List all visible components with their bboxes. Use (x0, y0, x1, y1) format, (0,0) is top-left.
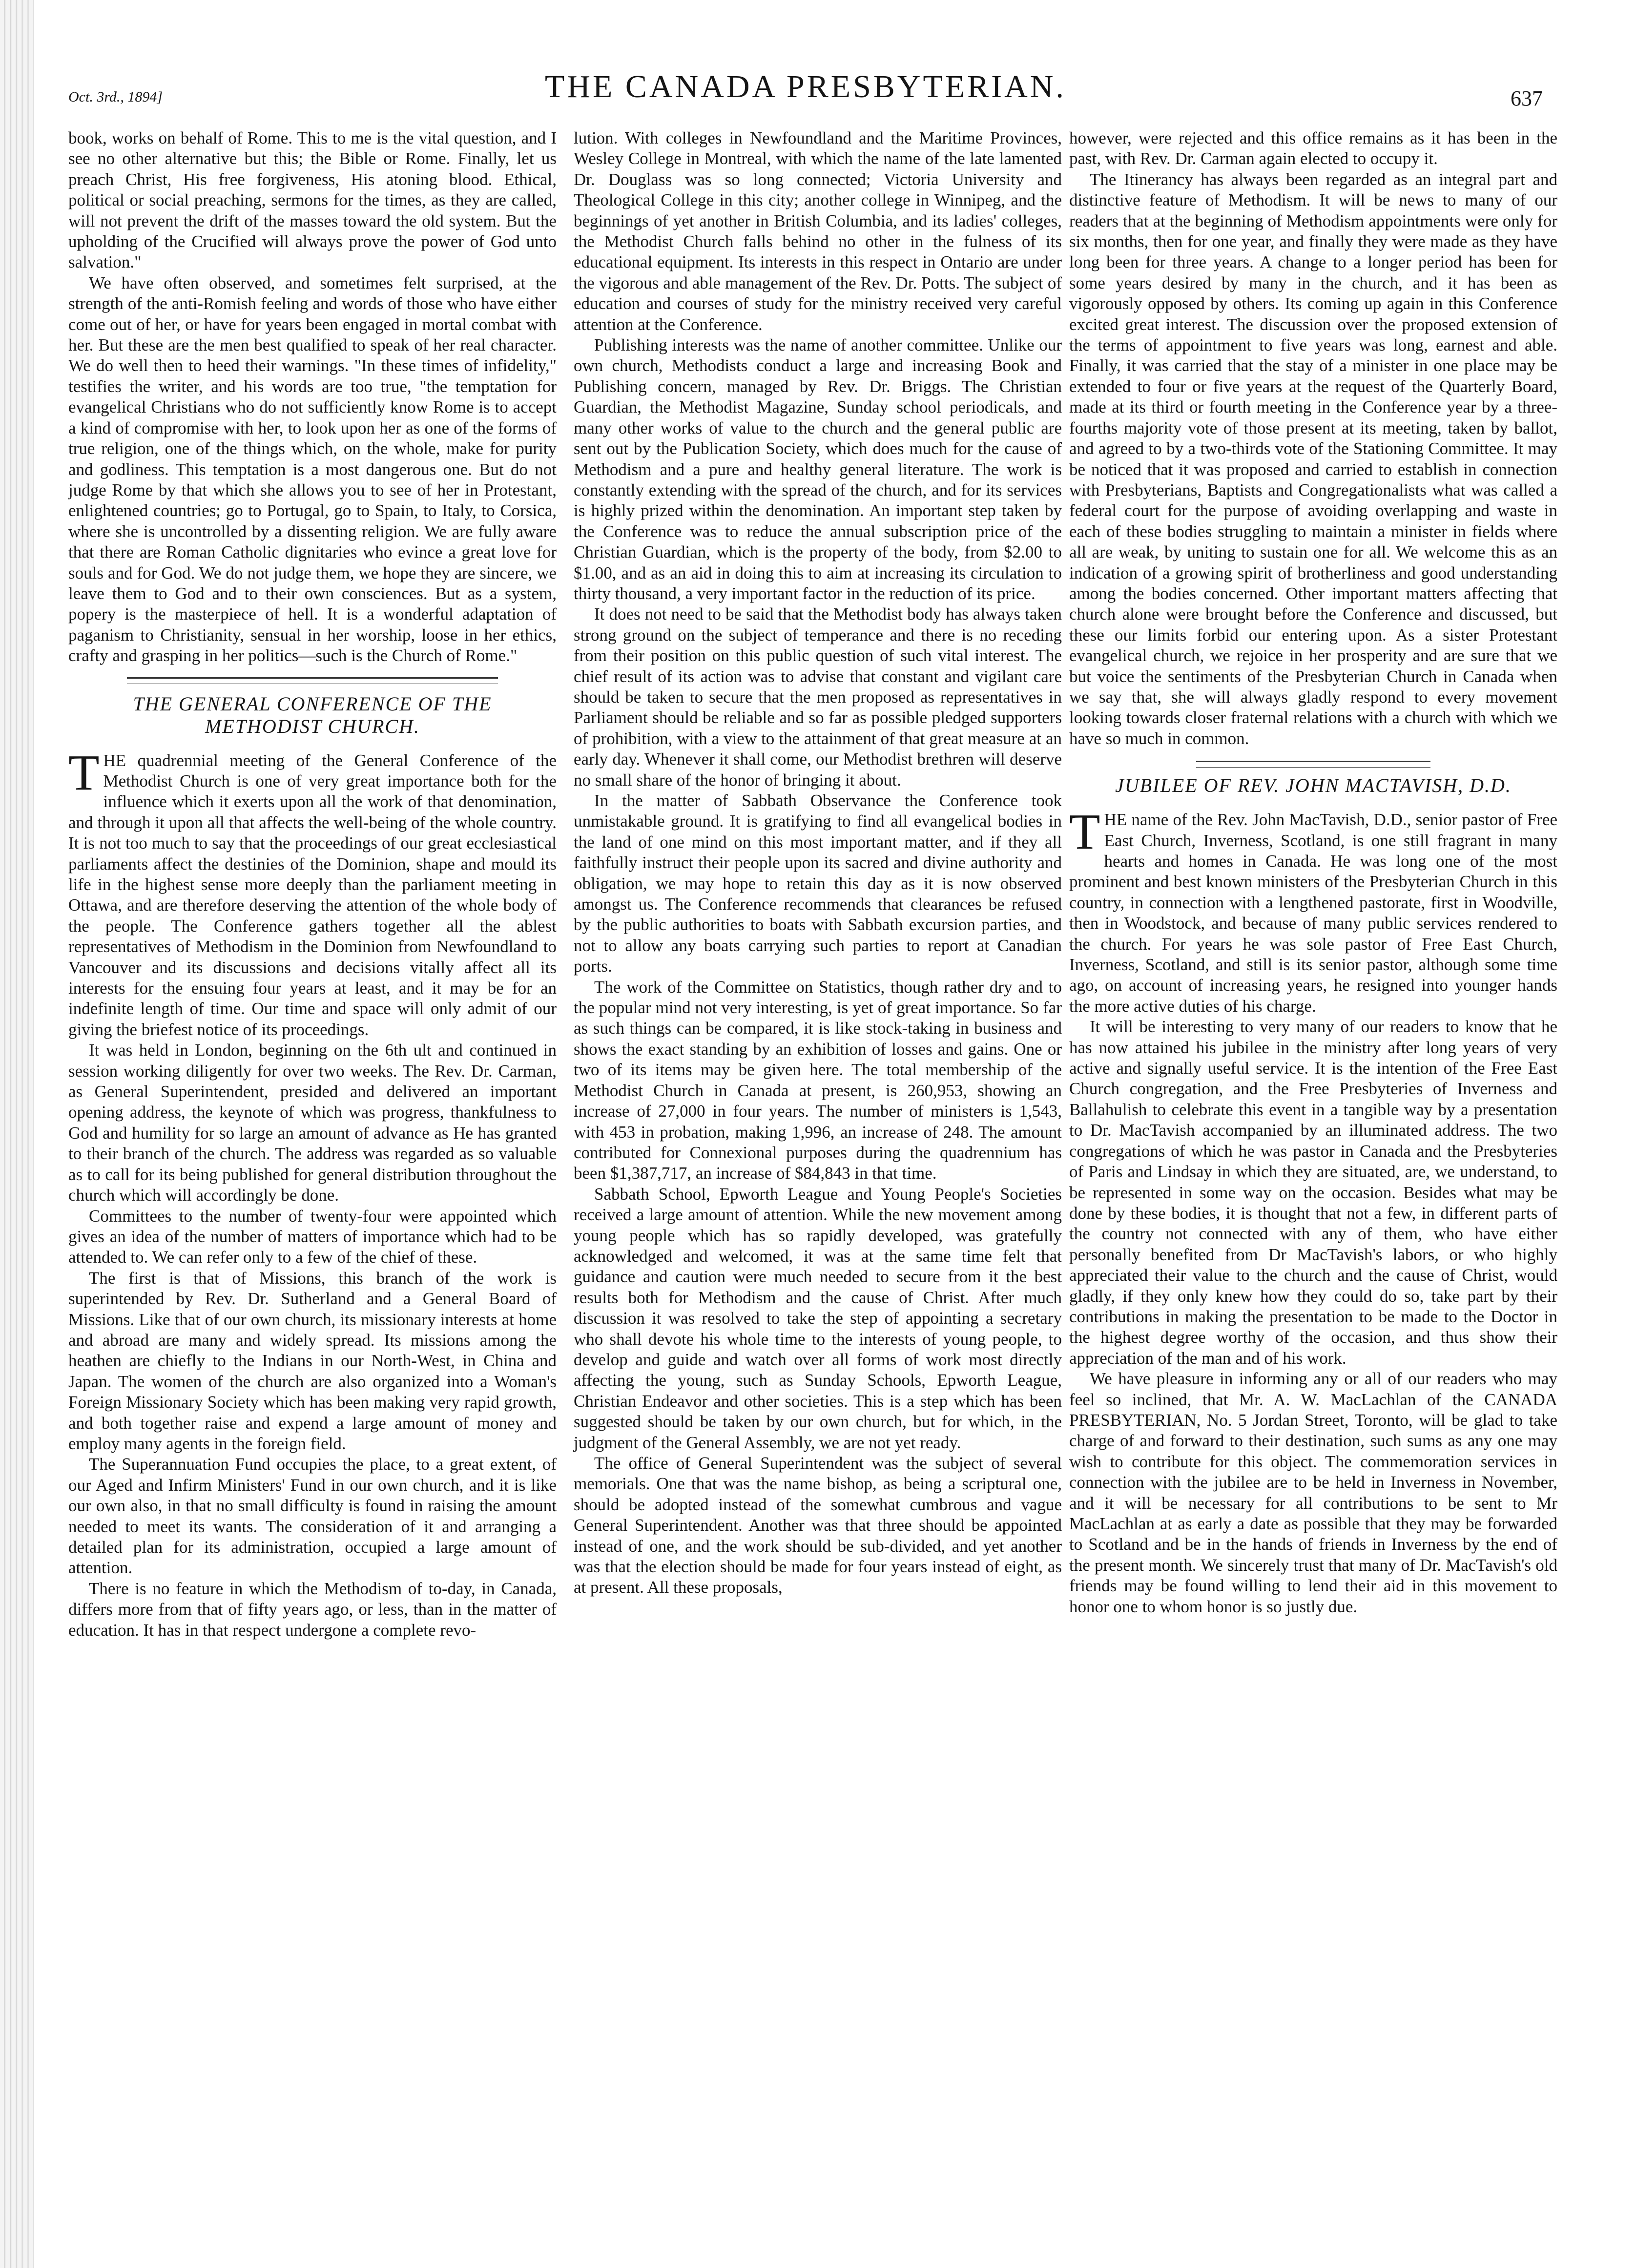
paragraph: however, were rejected and this office remains as it has been in the past, with Rev. Dr. Carman again elected to occupy it. (1069, 128, 1557, 168)
paragraph: THE name of the Rev. John MacTavish, D.D., senior pastor of Free East Church, Inverness, Scotland, is one still fragrant in many hearts and homes in Canada. He was long one of the most prominent and best known ministers of the Presbyterian Church in this country, in connection with a lengthened pastorate, first in Woodville, then in Woodstock, and because of many public services rendered to the church. For years he was sole pastor of Free East Church, Inverness, Scotland, and still is its senior pastor, although some time ago, on account of increasing years, he resigned into younger hands the more active duties of his charge. (1069, 804, 1557, 1016)
paragraph: Publishing interests was the name of another committee. Unlike our own church, Methodists conduct a large and increasing Book and Publishing concern, managed by Rev. Dr. Briggs. The Christian Guardian, the Methodist Magazine, Sunday school periodicals, and many other works of value to the church and the general public are sent out by the Publication Society, which does much for the cause of Methodism and a pure and healthy general literature. The work is constantly extending with the spread of the church, and for its services is highly prized within the denomination. An important step taken by the Conference was to reduce the annual subscription price of the Christian Guardian, which is the property of the body, from $2.00 to $1.00, and as an aid in doing this to aim at increasing its circulation to thirty thousand, a very important factor in the reduction of its price. (574, 335, 1062, 603)
section-divider (127, 677, 498, 684)
masthead-title: THE CANADA PRESBYTERIAN. (545, 69, 1066, 104)
paragraph: THE quadrennial meeting of the General Conference of the Methodist Church is one of very great importance both for the influence which it exerts upon all the work of that denomination, and through it upon all that affects the well-being of the whole country. It is not too much to say that the proceedings of our great ecclesiastical parliaments affect the destinies of the Dominion, shape and mould its life in the highest sense more deeply than the parliament meeting in Ottawa, and are therefore deserving the attention of the whole body of the people. The Conference gathers together all the ablest representatives of Methodism in the Dominion from Newfoundland to Vancouver and its discussions and decisions vitally affect all its interests for the ensuing four years at least, and it may be for an indefinite length of time. Our time and space will only admit of our giving the briefest notice of its proceedings. (68, 744, 557, 1039)
page-number: 637 (1511, 86, 1543, 110)
paragraph: The first is that of Missions, this branch of the work is superintended by Rev. Dr. Sutherland and a General Board of Missions. Like that of our own church, its missionary interests at home and abroad are many and widely spread. Its missions among the heathen are chiefly to the Indians in our North-West, in China and Japan. The women of the church are also organized into a Woman's Foreign Missionary Society which has been making very rapid growth, and both together raise and expend a large amount of money and employ many agents in the foreign field. (68, 1268, 557, 1453)
article-heading-jubilee: JUBILEE OF REV. JOHN MACTAVISH, D.D. (1115, 774, 1512, 797)
paragraph: The office of General Superintendent was the subject of several memorials. One that was the name bishop, as being a scriptural one, should be adopted instead of the somewhat cumbrous and vague General Superintendent. Another was that three should be appointed instead of one, and the work should be sub-divided, and yet another was that the election should be made for four years instead of eight, as at present. All these proposals, (574, 1454, 1062, 1597)
paragraph: book, works on behalf of Rome. This to me is the vital question, and I see no other alternative but this; the Bible or Rome. Finally, let us preach Christ, His free forgiveness, His atoning blood. Ethical, political or social preaching, sermons for the times, as they are called, will not prevent the drift of the masses toward the old system. But the upholding of the Crucified will always prove the power of God unto salvation." (68, 128, 557, 272)
paragraph: Committees to the number of twenty-four were appointed which gives an idea of the number of matters of importance which had to be attended to. We can refer only to a few of the chief of these. (68, 1206, 557, 1267)
paragraph: The Itinerancy has always been regarded as an integral part and distinctive feature of Methodism. It will be news to many of our readers that at the beginning of Methodism appointments were only for six months, then for one year, and finally they were made as they have long been for three years. A change to a longer period has been for some years desired by many in the church, and it has been as vigorously opposed by others. Its coming up again in this Conference excited great interest. The discussion over the proposed extension of the terms of appointment to five years was long, earnest and able. Finally, it was carried that the stay of a minister in one place may be extended to four or five years at the request of the Quarterly Board, made at its third or fourth meeting in the Conference year by a three-fourths majority vote of those present at its meeting, taken by ballot, and agreed to by a two-thirds vote of the Stationing Committee. It may be noticed that it was proposed and carried to establish in connection with Presbyterians, Baptists and Congregationalists what was called a federal court for the purpose of avoiding overlapping and waste in each of these bodies struggling to maintain a minister in fields where all are weak, by uniting to sustain one for all. We welcome this as an indication of a growing spirit of brotherliness and good understanding among the bodies concerned. Other important matters affecting that church alone were brought before the Conference and discussed, but these our limits forbid our entering upon. As a sister Protestant evangelical church, we rejoice in her prosperity and are sure that we but voice the sentiments of the Presbyterian Church in Canada when we say that, she will always gladly respond to every movement looking towards closer fraternal relations with a church with which we have so much in common. (1069, 169, 1557, 748)
heading-line: THE GENERAL CONFERENCE OF THE (133, 692, 492, 715)
paragraph: We have pleasure in informing any or all of our readers who may feel so inclined, that Mr. A. W. MacLachlan of the CANADA PRESBYTERIAN, No. 5 Jordan Street, Toronto, will be glad to take charge of and forward to their destination, such sums as any one may wish to contribute for this object. The commemoration services in connection with the jubilee are to be held in Inverness in November, and it will be necessary for all contributions to be sent to Mr MacLachlan at as early a date as possible that they may be forwarded to Scotland and be in the hands of friends in Inverness by the end of the present month. We sincerely trust that many of Dr. MacTavish's old friends may be found willing to lend their aid in this movement to honor one to whom honor is so justly due. (1069, 1369, 1557, 1616)
page-binding-edge (0, 0, 34, 2268)
paragraph: We have often observed, and sometimes felt surprised, at the strength of the anti-Romish feeling and words of those who have either come out of her, or have for years been engaged in mortal combat with her. But these are the men best qualified to speak of her real character. We do well then to heed their warnings. "In these times of infidelity," testifies the writer, and his words are too true, "the temptation for evangelical Christians who do not sufficiently know Rome is to accept a kind of compromise with her, to look upon her as one of the forms of true religion, one of the things which, on the whole, make for purity and godliness. This temptation is a most dangerous one. But do not judge Rome by that which she allows you to see of her in Protestant, enlightened countries; go to Portugal, go to Spain, to Italy, to Corsica, where she is uncontrolled by a dissenting religion. We are fully aware that there are Roman Catholic dignitaries who evince a great love for souls and for God. We do not judge them, we hope they are sincere, we leave them to God and to their own consciences. But as a system, popery is the masterpiece of hell. It is a wonderful adaptation of paganism to Christianity, sensual in her worship, loose in her ethics, crafty and grasping in her politics—such is the Church of Rome." (68, 273, 557, 666)
column-3 (1069, 128, 1557, 1617)
section-divider (1196, 761, 1430, 768)
paragraph: There is no feature in which the Methodism of to-day, in Canada, differs more from that of fifty years ago, or less, than in the matter of education. It has in that respect undergone a complete revo- (68, 1579, 557, 1640)
paragraph: It was held in London, beginning on the 6th ult and continued in session working diligently for over two weeks. The Rev. Dr. Carman, as General Superintendent, presided and delivered an important opening address, the keynote of which was progress, thankfulness to God and humility for so large an amount of advance as He has granted to their branch of the church. The address was regarded as so valuable as to call for its being published for general distribution throughout the church which will accordingly be done. (68, 1040, 557, 1205)
column-2 (574, 128, 1062, 1598)
article-heading-general-conference (68, 693, 557, 738)
paragraph: In the matter of Sabbath Observance the Conference took unmistakable ground. It is gratifying to find all evangelical bodies in the land of one mind on this most important matter, and if they all faithfully instruct their people upon its sacred and divine authority and obligation, we may hope to retain this day as it is now observed amongst us. The Conference recommends that clearances be refused by the public authorities to boats with Sabbath excursion parties, and not to allow any boats carrying such parties to report at Canadian ports. (574, 791, 1062, 976)
issue-date: Oct. 3rd., 1894] (68, 89, 163, 105)
heading-line: METHODIST CHURCH. (205, 715, 420, 737)
paragraph: It does not need to be said that the Methodist body has always taken strong ground on the subject of temperance and there is no receding from their position on this public question of such vital interest. The chief result of its action was to advise that constant and vigilant care should be taken to secure that the men proposed as representatives in Parliament should be reliable and so far as possible pledged supporters of prohibition, with a view to the attainment of that great measure at an early day. Whenever it shall come, our Methodist brethren will deserve no small share of the honor of bringing it about. (574, 604, 1062, 790)
page-header (54, 68, 1557, 122)
paragraph: lution. With colleges in Newfoundland and the Maritime Provinces, Wesley College in Montreal, with which the name of the late lamented Dr. Douglass was so long connected; Victoria University and Theological College in this city; another college in Winnipeg, and the beginnings of yet another in British Columbia, and its ladies' colleges, the Methodist Church falls behind no other in the fulness of its educational equipment. Its interests in this respect in Ontario are under the vigorous and able management of the Rev. Dr. Potts. The subject of education and courses of study for the ministry received very careful attention at the Conference. (574, 128, 1062, 334)
paragraph: It will be interesting to very many of our readers to know that he has now attained his jubilee in the ministry after long years of very active and signally useful service. It is the intention of the Free East Church congregation, and the Free Presbyteries of Inverness and Ballahulish to celebrate this event in a tangible way by a presentation to Dr. MacTavish accompanied by an illuminated address. The two congregations of which he was pastor in Canada and the Presbyteries of Paris and Lindsay in which they are situated, are, we understand, to be represented in some way on the occasion. Besides what may be done by these bodies, it is thought that not a few, in different parts of the country not connected with any of them, who have either personally benefited from Dr MacTavish's labors, or who highly appreciated their value to the church and the cause of Christ, would gladly, if they only knew how they could do so, take part by their contributions in making the presentation to be made to the Doctor in the highest degree worthy of the occasion, and thus show their appreciation of the man and of his work. (1069, 1017, 1557, 1368)
column-1 (68, 128, 557, 1641)
paragraph: Sabbath School, Epworth League and Young People's Societies received a large amount of attention. While the new movement among young people which has so rapidly developed, was gratefully acknowledged and welcomed, it was at the same time felt that guidance and caution were much needed to secure from it the best results both for Methodism and the cause of Christ. After much discussion it was resolved to take the step of appointing a secretary who shall devote his whole time to the interests of young people, to develop and guide and watch over all forms of work most directly affecting the young, such as Sunday Schools, Epworth League, Christian Endeavor and other societies. This is a step which has been suggested should be taken by our own church, but for which, in the judgment of the General Assembly, we are not yet ready. (574, 1184, 1062, 1452)
paragraph: The work of the Committee on Statistics, though rather dry and to the popular mind not very interesting, is yet of great importance. So far as such things can be compared, it is like stock-taking in business and shows the exact standing by an exhibition of losses and gains. One or two of its items may be given here. The total membership of the Methodist Church in Canada at present, is 260,953, showing an increase of 27,000 in four years. The number of ministers is 1,543, with 453 in probation, making 1,996, an increase of 248. The amount contributed for Connexional purposes during the quadrennium has been $1,387,717, an increase of $84,843 in that time. (574, 977, 1062, 1183)
paragraph: The Superannuation Fund occupies the place, to a great extent, of our Aged and Infirm Ministers' Fund in our own church, and it is like our own also, in that no small difficulty is found in raising the amount needed to meet its wants. The consideration of it and arranging a detailed plan for its administration, occupied a large amount of attention. (68, 1455, 557, 1578)
